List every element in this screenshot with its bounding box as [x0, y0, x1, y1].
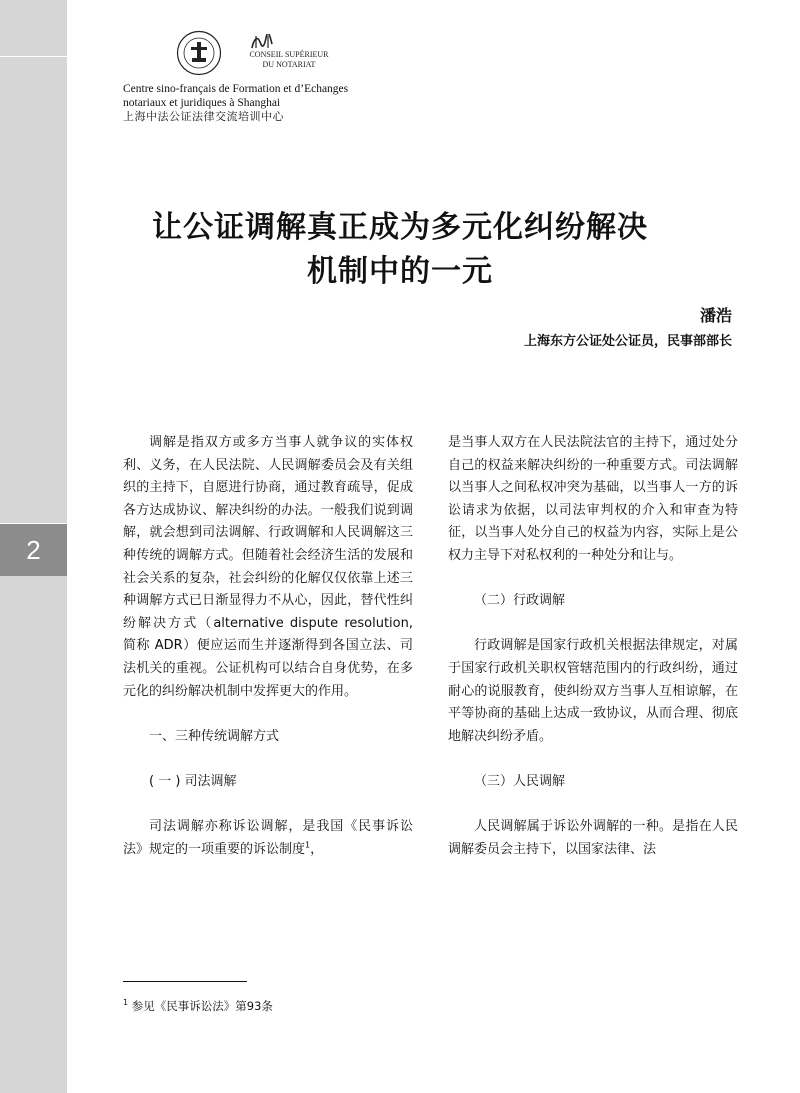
- paragraph: 行政调解是国家行政机关根据法律规定，对属于国家行政机关职权管辖范围内的行政纠纷，通过耐心的说服教育，使纠纷双方当事人互相谅解，在平等协商的基础上达成一致协议，从而合理、彻底地解决纠纷矛盾。: [448, 638, 738, 744]
- right-column: [448, 432, 738, 861]
- paragraph: 人民调解属于诉讼外调解的一种。是指在人民调解委员会主持下，以国家法律、法: [448, 819, 738, 857]
- footnote-marker: 1: [123, 998, 129, 1008]
- article-title: [100, 206, 700, 294]
- center-name-line: notariaux et juridiques à Shanghai: [123, 96, 281, 109]
- paragraph-text: 司法调解亦称诉讼调解，是我国《民事诉讼法》规定的一项重要的诉讼制度: [123, 819, 413, 857]
- paragraph: [123, 816, 413, 861]
- left-column: [123, 432, 413, 861]
- subsection-heading: （二）行政调解: [474, 593, 566, 609]
- page-number-tab: 2: [0, 524, 67, 576]
- center-name: [123, 83, 348, 124]
- title-line: 机制中的一元: [307, 254, 493, 289]
- author-affiliation: 上海东方公证处公证员，民事部部长: [523, 334, 732, 349]
- paragraph: 调解是指双方或多方当事人就争议的实体权利、义务，在人民法院、人民调解委员会及有关组织的主持下，自愿进行协商，通过教育疏导，促成各方达成协议、解决纠纷的办法。一般我们说到调解，就会想到司法调解、行政调解和人民调解这三种传统的调解方式。但随着社会经济生活的发展和社会关系的复杂，社会纠纷的化解仅仅依靠上述三种调解方式已日渐显得力不从心，因此，替代性纠纷解决方式（alternative dispute resolution, 简称 ADR）便应运而生并逐渐得到各国立法、司法机关的重视。公证机构可以结合自身优势，在多元化的纠纷解决机制中发挥更大的作用。: [123, 435, 413, 699]
- paragraph-text-end: ，: [310, 841, 324, 857]
- footnote: [123, 998, 273, 1014]
- center-name-line-chinese: 上海中法公证法律交流培训中心: [123, 110, 284, 123]
- csn-logo-icon: [250, 34, 274, 50]
- csn-logo-text: [234, 50, 344, 70]
- page-sidebar: [0, 0, 67, 1093]
- section-heading: 一、三种传统调解方式: [149, 728, 280, 744]
- footnote-text: 参见《民事诉讼法》第93条: [131, 999, 273, 1013]
- footnote-ref: 1: [305, 840, 311, 850]
- notary-seal-icon: [176, 30, 222, 76]
- author-name: 潘浩: [699, 306, 732, 325]
- csn-line: DU NOTARIAT: [262, 60, 316, 69]
- title-line: 让公证调解真正成为多元化纠纷解决: [152, 210, 648, 245]
- subsection-heading: （三）人民调解: [474, 773, 566, 789]
- sidebar-divider: [0, 56, 67, 57]
- center-name-line: Centre sino-français de Formation et d’Echanges: [123, 83, 349, 95]
- subsection-heading: ( 一 ) 司法调解: [149, 773, 237, 789]
- paragraph: 是当事人双方在人民法院法官的主持下，通过处分自己的权益来解决纠纷的一种重要方式。司法调解以当事人之间私权冲突为基础，以当事人一方的诉讼请求为依据，以司法审判权的介入和审查为特征，以当事人处分自己的权益为内容，实际上是公权力主导下对私权利的一种处分和让与。: [448, 435, 738, 563]
- csn-line: CONSEIL SUPÉRIEUR: [249, 50, 329, 59]
- footnote-divider: [123, 981, 247, 982]
